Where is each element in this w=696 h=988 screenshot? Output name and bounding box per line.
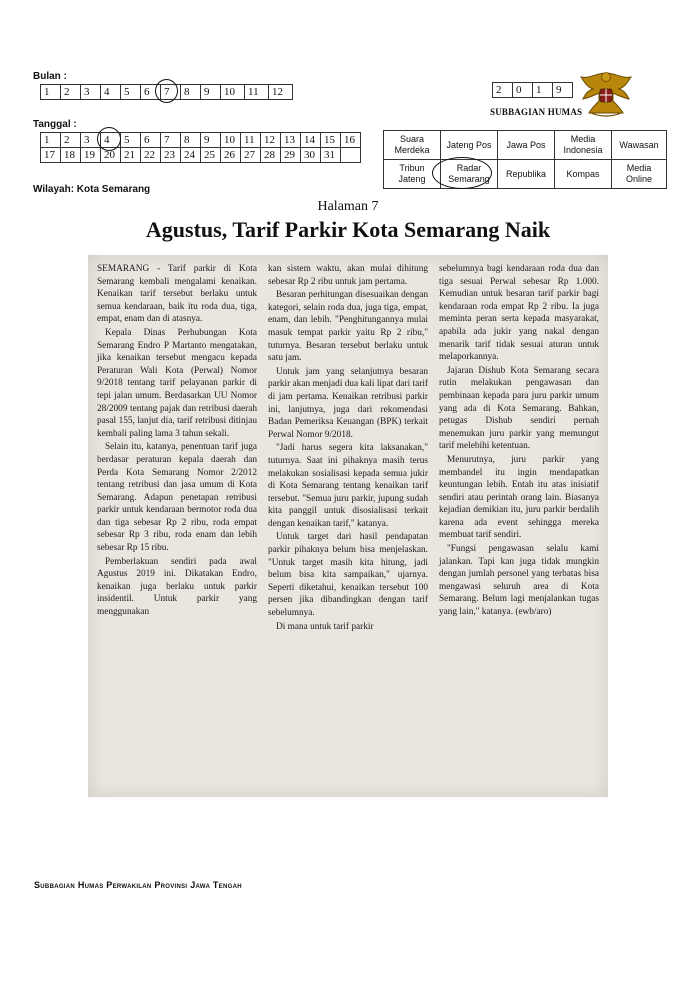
date-cell: 8: [181, 133, 201, 148]
date-cell: 18: [61, 148, 81, 163]
date-cell: 29: [281, 148, 301, 163]
paragraph: Selain itu, katanya, penentuan tarif juga berdasar peraturan kepala daerah dan Perda Kota Semarang Nomor 2/2012 tentang retribusi dan jasa umum di Kota Semarang. Adapun penetapan retribusi parkir untuk kendaraan bermotor roda dua dan tiga sebesar Rp 2 ribu, roda empat sebesar Rp 3 ribu, roda enam dan lebih sebesar Rp 15 ribu.: [97, 442, 257, 554]
date-cell: 12: [261, 133, 281, 148]
date-cell: 13: [281, 133, 301, 148]
media-cell: Wawasan: [612, 131, 667, 160]
paragraph: SEMARANG - Tarif parkir di Kota Semarang kembali mengalami kenaikan. Kenaikan tarif tersebut berlaku untuk semua kendaraan, baik itu roda dua, tiga, empat, enam dan di atasnya.: [97, 264, 257, 325]
footer-text: Subbagian Humas Perwakilan Provinsi Jawa Tengah: [34, 880, 242, 890]
date-cell: 27: [241, 148, 261, 163]
subbagian-humas: SUBBAGIAN HUMAS: [490, 107, 583, 117]
media-table: [383, 130, 667, 189]
month-cell-selected: 7: [161, 85, 181, 100]
date-cell: 1: [41, 133, 61, 148]
paragraph: Pemberlakuan sendiri pada awal Agustus 2019 ini. Dikatakan Endro, kenaikan juga berlaku untuk parkir insidentil. Untuk parkir yang menggunakan: [97, 556, 257, 618]
date-cell: 2: [61, 133, 81, 148]
page-number: Halaman 7: [317, 199, 379, 214]
date-cell: [341, 148, 361, 163]
date-cell: 23: [161, 148, 181, 163]
month-cell: 3: [81, 85, 101, 100]
month-cell: 1: [41, 85, 61, 100]
date-cell: 20: [101, 148, 121, 163]
date-cell: 10: [221, 133, 241, 148]
year-digit: 2: [493, 83, 513, 98]
paragraph: sebelumnya bagi kendaraan roda dua dan tiga sesuai Perwal sebesar Rp 1.000. Kemudian untuk besaran tarif parkir bagi kendaraan roda empat Rp 2 ribu. Ia juga meminta peran serta kepada masyarakat, apabila ada jukir yang nakal dengan menarik tarif tidak sesuai aturan untuk melaporkannya.: [439, 264, 599, 363]
paragraph: Di mana untuk tarif parkir: [276, 621, 374, 632]
paragraph: Untuk jam yang selanjutnya besaran parkir akan menjadi dua kali lipat dari tarif di jam pertama. Kenaikan retribusi parkir ini, lanjutnya, juga dari rekomendasi Badan Pemeriksa Keuangan (BPK) terkait Perwal Nomor 9/2018.: [268, 366, 428, 440]
wilayah-label: Wilayah: Kota Semarang: [33, 184, 151, 195]
paragraph: Besaran perhitungan disesuaikan dengan kategori, selain roda dua, juga tiga, empat, enam, dan lebih. "Penghitungannya mulai masuk tempat parkir yaitu Rp 2 ribu," tuturnya. Besaran tersebut berlaku untuk satu jam.: [268, 290, 428, 364]
date-cell: 11: [241, 133, 261, 148]
year-digit: 1: [533, 83, 553, 98]
date-selection-circle: [97, 127, 121, 151]
article-title: Agustus, Tarif Parkir Kota Semarang Naik: [145, 217, 551, 242]
media-cell: Suara Merdeka: [384, 131, 441, 160]
paragraph: "Jadi harus segera kita laksanakan," tuturnya. Saat ini pihaknya masih terus melakukan sosialisasi kepada semua jukir di Kota Semarang tentang kenaikan tarif tersebut. "Semua juru parkir, jupung sudah kita panggil untuk disosialisasi terkait dengan kenaikan tarif," katanya.: [268, 443, 428, 529]
year-box: [492, 82, 573, 98]
tanggal-label: Tanggal :: [33, 119, 77, 130]
date-cell: 16: [341, 133, 361, 148]
month-cell: 8: [181, 85, 201, 100]
month-cell: 6: [141, 85, 161, 100]
bulan-label: Bulan :: [33, 71, 67, 82]
media-cell: Jateng Pos: [441, 131, 498, 160]
media-cell: Jawa Pos: [498, 131, 555, 160]
date-cell: 22: [141, 148, 161, 163]
paragraph: "Fungsi pengawasan selalu kami jalankan. Tapi kan juga tidak mungkin dengan jumlah personel yang terbatas bisa mengawasi seluruh area di Kota Semarang. Belum lagi menjalankan tugas yang lain," katanya. (ewb/aro): [439, 544, 599, 618]
date-grid: [40, 132, 361, 163]
date-cell: 14: [301, 133, 321, 148]
date-cell: 26: [221, 148, 241, 163]
media-selection-circle: [432, 157, 492, 189]
date-cell: 19: [81, 148, 101, 163]
date-cell: 3: [81, 133, 101, 148]
paragraph: Kepala Dinas Perhubungan Kota Semarang Endro P Martanto mengatakan, jika kenaikan tersebut mengacu kepada Peraturan Wali Kota (Perwal) Nomor 9/2018 tentang tarif pelayanan parkir di tepi jalan umum. Berdasarkan UU Nomor 28/2009 tentang pajak dan retribusi daerah pasal 155, lanjut dia, tarif retribusi ditinjau kembali paling lama 3 tahun sekali.: [97, 327, 257, 439]
month-cell: 2: [61, 85, 81, 100]
date-cell: 5: [121, 133, 141, 148]
year-digit: 0: [513, 83, 533, 98]
garuda-emblem-icon: [577, 67, 635, 119]
date-cell: 17: [41, 148, 61, 163]
article-clipping: [88, 255, 608, 797]
month-cell: 12: [269, 85, 293, 100]
date-cell: 6: [141, 133, 161, 148]
year-digit: 9: [553, 83, 573, 98]
month-cell: 11: [245, 85, 269, 100]
article-column-2: [268, 263, 428, 634]
article-column-3: [439, 263, 599, 620]
paragraph: Menurutnya, juru parkir yang membandel itu ingin mendapatkan keuntungan lebih. Entah itu atas inisiatif sendiri atau perintah orang lain. Biasanya kejadian demikian itu, juru parkir berdalih karena ada event sehingga mereka membuat tarif sendiri.: [439, 454, 599, 541]
paragraph: Untuk target dari hasil pendapatan parkir pihaknya belum bisa menjelaskan. "Untuk target masih kita hitung, jadi belum bisa kita sampaikan," ujarnya. Seperti diketahui, kenaikan tersebut 100 persen jika dibandingkan dengan tarif sebelumnya.: [268, 532, 428, 619]
month-cell: 10: [221, 85, 245, 100]
month-cell: 4: [101, 85, 121, 100]
date-cell: 24: [181, 148, 201, 163]
month-cell: 5: [121, 85, 141, 100]
date-cell: 30: [301, 148, 321, 163]
media-cell: Republika: [498, 160, 555, 189]
media-cell: Media Indonesia: [555, 131, 612, 160]
date-cell: 9: [201, 133, 221, 148]
article-column-1: [97, 263, 257, 620]
date-cell: 21: [121, 148, 141, 163]
media-cell: Kompas: [555, 160, 612, 189]
date-cell: 28: [261, 148, 281, 163]
month-selection-circle: [155, 79, 178, 103]
date-cell: 31: [321, 148, 341, 163]
media-cell-selected: Radar Semarang: [441, 160, 498, 189]
date-cell: 25: [201, 148, 221, 163]
paragraph: Jajaran Dishub Kota Semarang secara rutin melakukan pengawasan dan pembinaan kepada para juru parkir umum yang ada di Kota Semarang. Bahkan, petugas Dishub sendiri pernah menemukan juru parkir yang memungut tarif melebihi ketentuan.: [439, 365, 599, 452]
month-cell: 9: [201, 85, 221, 100]
date-cell: 15: [321, 133, 341, 148]
paragraph: kan sistem waktu, akan mulai dihitung sebesar Rp 2 ribu untuk jam pertama.: [268, 264, 428, 287]
date-cell-selected: 4: [101, 133, 121, 148]
date-cell: 7: [161, 133, 181, 148]
media-cell: Tribun Jateng: [384, 160, 441, 189]
media-cell: Media Online: [612, 160, 667, 189]
